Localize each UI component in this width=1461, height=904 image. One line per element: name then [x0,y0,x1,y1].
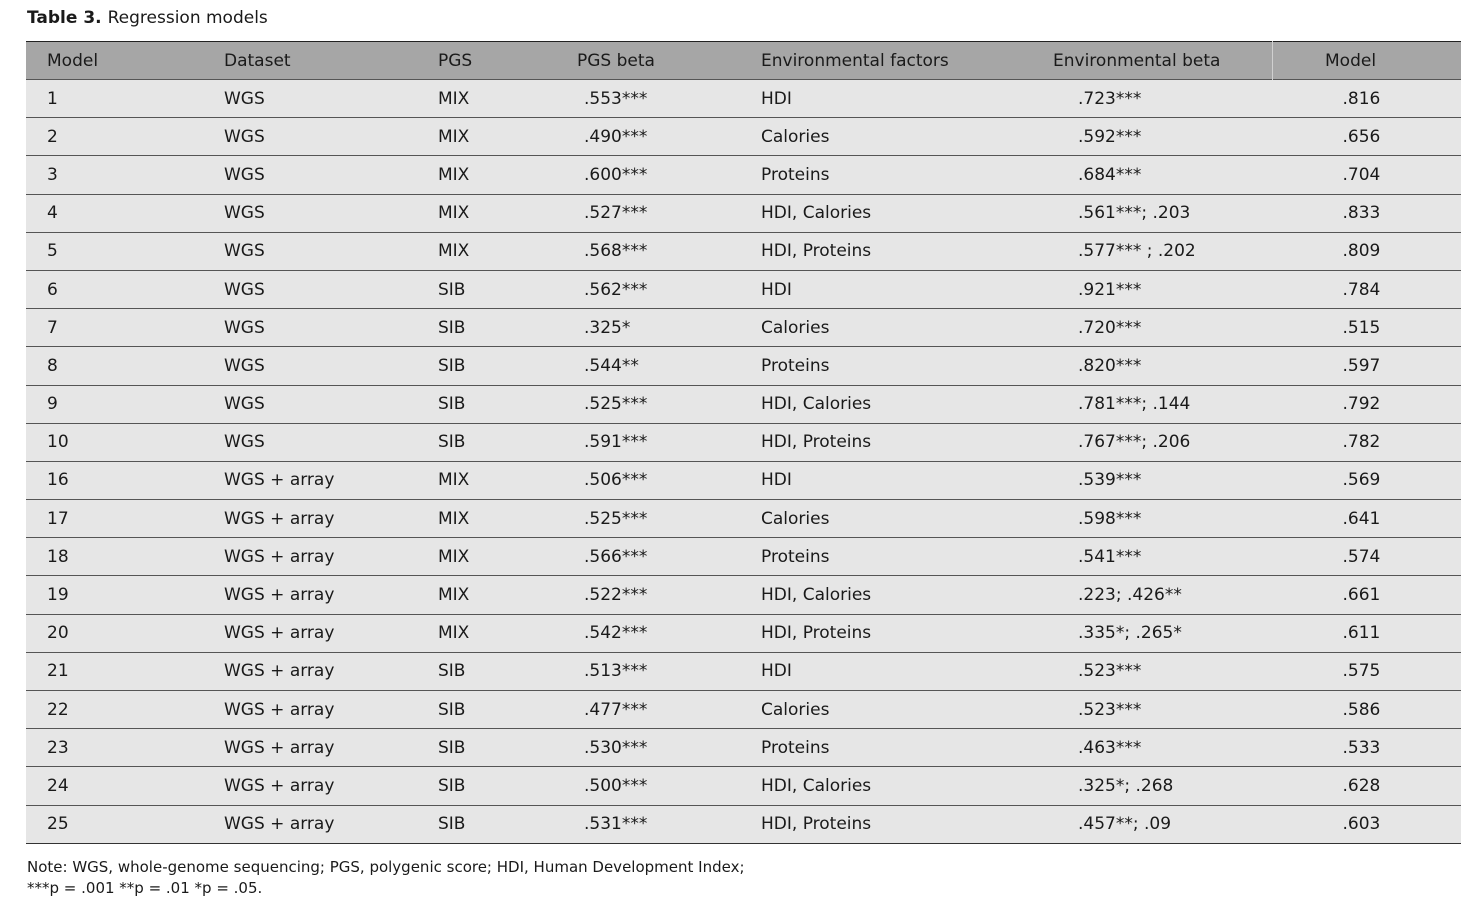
cell-pgs: SIB [438,814,466,835]
header-dataset: Dataset [224,50,291,71]
cell-pgs: SIB [438,279,466,300]
cell-pgs-beta: .600*** [584,164,648,185]
cell-dataset: WGS [224,164,265,185]
cell-environmental-factors: Calories [761,508,830,529]
table-note [27,857,745,899]
cell-environmental-factors: Proteins [761,546,830,567]
table-row [26,118,1461,156]
cell-dataset: WGS [224,355,265,376]
cell-model-fit: .533 [1342,737,1381,758]
cell-model: 16 [47,470,69,491]
cell-pgs-beta: .530*** [584,737,648,758]
cell-pgs: SIB [438,737,466,758]
cell-pgs-beta: .542*** [584,623,648,644]
cell-environmental-factors: HDI [761,470,792,491]
cell-model-fit: .597 [1342,355,1381,376]
regression-table [26,41,1461,844]
table-row [26,805,1461,843]
cell-pgs: SIB [438,661,466,682]
regression-table-container [26,41,1381,844]
table-row [26,652,1461,690]
cell-environmental-factors: Proteins [761,164,830,185]
table-title: Regression models [107,8,268,28]
cell-dataset: WGS [224,279,265,300]
cell-environmental-factors: Calories [761,126,830,147]
table-row [26,232,1461,270]
cell-model: 25 [47,814,69,835]
cell-environmental-beta: .463*** [1078,737,1142,758]
cell-environmental-beta: .781***; .144 [1078,394,1191,415]
cell-environmental-factors: Calories [761,317,830,338]
cell-environmental-beta: .598*** [1078,508,1142,529]
table-number: Table 3. [27,8,102,28]
header-environmental-factors: Environmental factors [761,50,949,71]
cell-model-fit: .833 [1342,203,1381,224]
table-caption [27,7,268,29]
table-row [26,80,1461,118]
cell-model-fit: .603 [1342,814,1381,835]
table-row [26,729,1461,767]
cell-model: 9 [47,394,58,415]
cell-dataset: WGS + array [224,585,335,606]
cell-environmental-beta: .561***; .203 [1078,203,1191,224]
cell-dataset: WGS [224,88,265,109]
cell-pgs: MIX [438,585,470,606]
cell-pgs: SIB [438,432,466,453]
header-pgs: PGS [438,50,473,71]
cell-model-fit: .574 [1342,546,1381,567]
cell-model-fit: .575 [1342,661,1381,682]
cell-model-fit: .784 [1342,279,1381,300]
cell-model: 1 [47,88,58,109]
cell-model: 20 [47,623,69,644]
header-row [26,42,1461,80]
cell-pgs: MIX [438,508,470,529]
header-model-fit: Model [1325,50,1377,71]
cell-dataset: WGS + array [224,623,335,644]
cell-dataset: WGS + array [224,470,335,491]
cell-model: 19 [47,585,69,606]
table-row [26,767,1461,805]
cell-environmental-beta: .723*** [1078,88,1142,109]
cell-model: 23 [47,737,69,758]
cell-pgs: SIB [438,355,466,376]
cell-model-fit: .704 [1342,164,1381,185]
table-body [26,80,1461,844]
cell-environmental-factors: HDI, Proteins [761,241,872,262]
cell-pgs: SIB [438,317,466,338]
cell-pgs-beta: .325* [584,317,631,338]
cell-pgs: MIX [438,203,470,224]
cell-model: 24 [47,775,69,796]
cell-pgs: MIX [438,546,470,567]
table-row [26,156,1461,194]
cell-pgs: MIX [438,470,470,491]
cell-environmental-factors: HDI, Proteins [761,432,872,453]
note-significance: ***p = .001 **p = .01 *p = .05. [27,879,263,897]
cell-environmental-beta: .820*** [1078,355,1142,376]
cell-pgs: MIX [438,241,470,262]
cell-model-fit: .515 [1342,317,1381,338]
cell-environmental-beta: .223; .426** [1078,585,1182,606]
cell-pgs-beta: .527*** [584,203,648,224]
cell-environmental-beta: .457**; .09 [1078,814,1172,835]
cell-dataset: WGS [224,317,265,338]
cell-dataset: WGS + array [224,775,335,796]
cell-pgs-beta: .544** [584,355,639,376]
table-header [26,42,1461,80]
cell-environmental-beta: .720*** [1078,317,1142,338]
cell-environmental-factors: HDI, Calories [761,775,872,796]
cell-environmental-beta: .577*** ; .202 [1078,241,1196,262]
cell-environmental-factors: HDI, Calories [761,394,872,415]
cell-model: 5 [47,241,58,262]
cell-dataset: WGS [224,126,265,147]
cell-model: 7 [47,317,58,338]
cell-model-fit: .661 [1342,585,1381,606]
cell-environmental-factors: HDI, Calories [761,585,872,606]
table-row [26,500,1461,538]
table-row [26,423,1461,461]
cell-environmental-beta: .921*** [1078,279,1142,300]
cell-pgs: MIX [438,88,470,109]
cell-model: 8 [47,355,58,376]
cell-environmental-factors: Proteins [761,355,830,376]
cell-dataset: WGS + array [224,661,335,682]
cell-environmental-beta: .541*** [1078,546,1142,567]
cell-environmental-beta: .684*** [1078,164,1142,185]
cell-pgs: SIB [438,394,466,415]
cell-pgs-beta: .566*** [584,546,648,567]
cell-model: 4 [47,203,58,224]
cell-model: 18 [47,546,69,567]
cell-environmental-beta: .523*** [1078,699,1142,720]
cell-model-fit: .816 [1342,88,1381,109]
table-row [26,691,1461,729]
cell-environmental-factors: Calories [761,699,830,720]
cell-model-fit: .809 [1342,241,1381,262]
cell-pgs-beta: .513*** [584,661,648,682]
cell-pgs: MIX [438,126,470,147]
cell-dataset: WGS + array [224,814,335,835]
cell-pgs-beta: .591*** [584,432,648,453]
cell-model-fit: .611 [1342,623,1381,644]
table-row [26,270,1461,308]
cell-model-fit: .641 [1342,508,1381,529]
cell-pgs: MIX [438,623,470,644]
cell-model: 6 [47,279,58,300]
cell-pgs-beta: .553*** [584,88,648,109]
cell-model: 2 [47,126,58,147]
table-row [26,461,1461,499]
cell-pgs: SIB [438,699,466,720]
cell-pgs: MIX [438,164,470,185]
cell-model-fit: .782 [1342,432,1381,453]
cell-environmental-factors: HDI [761,661,792,682]
cell-pgs: SIB [438,775,466,796]
cell-environmental-factors: Proteins [761,737,830,758]
header-model: Model [47,50,99,71]
table-row [26,309,1461,347]
cell-dataset: WGS + array [224,546,335,567]
cell-dataset: WGS [224,394,265,415]
cell-environmental-factors: HDI [761,88,792,109]
cell-model-fit: .656 [1342,126,1381,147]
cell-environmental-factors: HDI, Proteins [761,814,872,835]
cell-pgs-beta: .562*** [584,279,648,300]
table-row [26,576,1461,614]
cell-dataset: WGS + array [224,699,335,720]
cell-model-fit: .628 [1342,775,1381,796]
cell-environmental-beta: .592*** [1078,126,1142,147]
cell-environmental-beta: .539*** [1078,470,1142,491]
cell-dataset: WGS [224,203,265,224]
cell-pgs-beta: .525*** [584,394,648,415]
cell-model: 10 [47,432,69,453]
cell-dataset: WGS + array [224,508,335,529]
cell-pgs-beta: .522*** [584,585,648,606]
cell-environmental-beta: .767***; .206 [1078,432,1191,453]
table-row [26,194,1461,232]
cell-environmental-beta: .325*; .268 [1078,775,1174,796]
cell-pgs-beta: .477*** [584,699,648,720]
cell-model: 22 [47,699,69,720]
cell-pgs-beta: .568*** [584,241,648,262]
cell-pgs-beta: .500*** [584,775,648,796]
table-row [26,347,1461,385]
cell-environmental-beta: .335*; .265* [1078,623,1182,644]
cell-model: 21 [47,661,69,682]
cell-dataset: WGS + array [224,737,335,758]
cell-model: 3 [47,164,58,185]
cell-pgs-beta: .490*** [584,126,648,147]
table-row [26,614,1461,652]
note-abbreviations: Note: WGS, whole-genome sequencing; PGS, polygenic score; HDI, Human Development Index; [27,858,745,876]
cell-environmental-factors: HDI [761,279,792,300]
cell-model-fit: .569 [1342,470,1381,491]
cell-model-fit: .792 [1342,394,1381,415]
cell-environmental-beta: .523*** [1078,661,1142,682]
header-pgs-beta: PGS beta [577,50,655,71]
cell-dataset: WGS [224,241,265,262]
cell-pgs-beta: .525*** [584,508,648,529]
cell-pgs-beta: .531*** [584,814,648,835]
cell-environmental-factors: HDI, Calories [761,203,872,224]
table-row [26,538,1461,576]
cell-dataset: WGS [224,432,265,453]
cell-environmental-factors: HDI, Proteins [761,623,872,644]
header-environmental-beta: Environmental beta [1053,42,1273,80]
cell-model-fit: .586 [1342,699,1381,720]
table-row [26,385,1461,423]
cell-model: 17 [47,508,69,529]
cell-pgs-beta: .506*** [584,470,648,491]
